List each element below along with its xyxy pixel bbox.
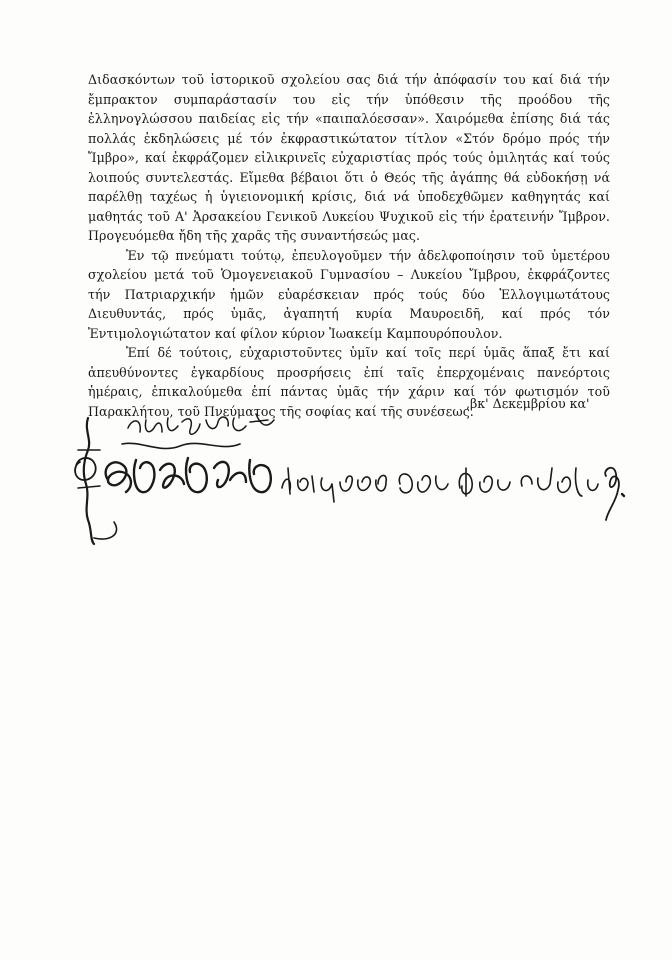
paragraph-1: Διδασκόντων τοῦ ἱστορικοῦ σχολείου σας διά τήν ἀπόφασίν του καί διά τήν ἔμπρακτον συμπαράστασίν του εἰς τήν ὑπόθεσιν τῆς προόδου τῆς ἑλληνογλώσσου παιδείας εἰς τήν «παιπαλόεσσαν». Χαιρόμεθα ἐπίσης διά τάς πολλάς ἐκδηλώσεις μέ τόν ἐκφραστικώτατον τίτλον «Στόν δρόμο πρός τήν Ἴμβρο», καί ἐκφράζομεν εἰλικρινεῖς εὐχαριστίας πρός τούς ὁμιλητάς καί τούς λοιπούς συντελεστάς. Εἴμεθα βέβαιοι ὅτι ὁ Θεός τῆς ἀγάπης θά εὐδοκήσῃ νά παρέλθῃ ταχέως ἡ ὑγιειονομική κρίσις, διά νά ὑποδεχθῶμεν καθηγητάς καί μαθητάς τοῦ Α' Ἀρσακείου Γενικοῦ Λυκείου Ψυχικοῦ εἰς τήν ἐρατεινήν Ἴμβρον. Προγευόμεθα ἤδη τῆς χαρᾶς τῆς συναντήσεώς μας.	[88, 72, 610, 243]
letter-body	[88, 70, 610, 421]
letter-date: ,βκ' Δεκεμβρίου κα'	[466, 396, 590, 411]
handwritten-signature	[70, 410, 630, 550]
paragraph-2: Ἐν τῷ πνεύματι τούτῳ, ἐπευλογοῦμεν τήν ἀδελφοποίησιν τοῦ ὑμετέρου σχολείου μετά τοῦ Ὁμογενειακοῦ Γυμνασίου – Λυκείου Ἴμβρου, ἐκφράζοντες τήν Πατριαρχικήν ἡμῶν εὐαρέσκειαν πρός τούς δύο Ἐλλογιμωτάτους Διευθυντάς, πρός ὑμᾶς, ἀγαπητή κυρία Μαυροειδῆ, καί πρός τόν Ἐντιμολογιώτατον καί φίλον κύριον Ἰωακείμ Καμπουρόπουλον.	[88, 247, 610, 341]
paragraph-3: Ἐπί δέ τούτοις, εὐχαριστοῦντες ὑμῖν καί τοῖς περί ὑμᾶς ἅπαξ ἔτι καί ἀπευθύνοντες ἐγκαρδίους προσρήσεις ἐπί ταῖς ἐπερχομέναις πανεόρτοις ἡμέραις, ἐπικαλούμεθα ἐπί πάντας ὑμᾶς τήν χάριν καί τόν φωτισμόν τοῦ Παρακλήτου, τοῦ Πνεύματος τῆς σοφίας καί τῆς συνέσεως.	[88, 345, 610, 419]
